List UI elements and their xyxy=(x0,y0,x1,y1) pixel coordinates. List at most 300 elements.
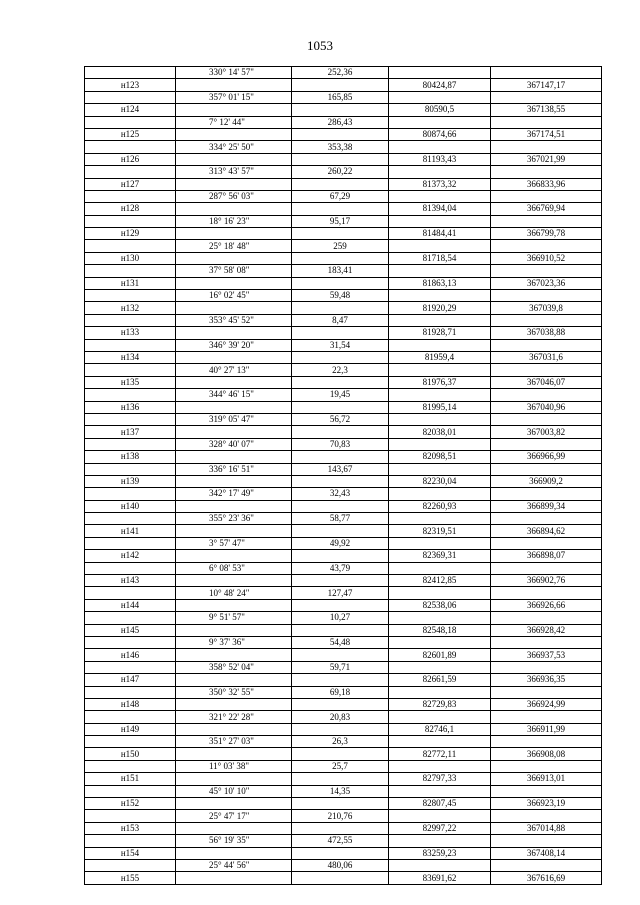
empty-cell xyxy=(389,438,491,450)
empty-cell xyxy=(491,463,602,475)
direction-angle-cell: 357° 01' 15" xyxy=(176,91,292,103)
direction-angle-cell: 40° 27' 13" xyxy=(176,364,292,376)
segment-length-cell: 259 xyxy=(292,240,389,252)
empty-cell xyxy=(491,835,602,847)
segment-row xyxy=(85,488,602,500)
segment-row xyxy=(85,190,602,202)
y-coordinate-cell: 366909,2 xyxy=(491,475,602,487)
point-name-cell: н140 xyxy=(85,500,176,512)
x-coordinate-cell: 82230,04 xyxy=(389,475,491,487)
point-name-cell: н143 xyxy=(85,575,176,587)
empty-cell xyxy=(292,178,389,190)
empty-cell xyxy=(491,413,602,425)
empty-cell xyxy=(85,166,176,178)
segment-row xyxy=(85,711,602,723)
empty-cell xyxy=(292,599,389,611)
empty-cell xyxy=(292,327,389,339)
x-coordinate-cell: 82797,33 xyxy=(389,773,491,785)
empty-cell xyxy=(389,364,491,376)
empty-cell xyxy=(176,277,292,289)
y-coordinate-cell: 367174,51 xyxy=(491,128,602,140)
empty-cell xyxy=(491,339,602,351)
y-coordinate-cell: 366769,94 xyxy=(491,203,602,215)
segment-row xyxy=(85,413,602,425)
empty-cell xyxy=(491,67,602,79)
direction-angle-cell: 10° 48' 24" xyxy=(176,587,292,599)
empty-cell xyxy=(389,612,491,624)
segment-row xyxy=(85,67,602,79)
x-coordinate-cell: 81863,13 xyxy=(389,277,491,289)
empty-cell xyxy=(85,711,176,723)
direction-angle-cell: 287° 56' 03" xyxy=(176,190,292,202)
empty-cell xyxy=(491,240,602,252)
empty-cell xyxy=(176,500,292,512)
empty-cell xyxy=(85,265,176,277)
point-name-cell: н127 xyxy=(85,178,176,190)
y-coordinate-cell: 366937,53 xyxy=(491,649,602,661)
x-coordinate-cell: 82729,83 xyxy=(389,698,491,710)
empty-cell xyxy=(491,587,602,599)
empty-cell xyxy=(292,79,389,91)
x-coordinate-cell: 81995,14 xyxy=(389,401,491,413)
segment-length-cell: 353,38 xyxy=(292,141,389,153)
segment-length-cell: 31,54 xyxy=(292,339,389,351)
empty-cell xyxy=(176,302,292,314)
empty-cell xyxy=(491,91,602,103)
empty-cell xyxy=(292,723,389,735)
x-coordinate-cell: 80424,87 xyxy=(389,79,491,91)
direction-angle-cell: 313° 43' 57" xyxy=(176,166,292,178)
x-coordinate-cell: 82538,06 xyxy=(389,599,491,611)
point-name-cell: н152 xyxy=(85,798,176,810)
point-row xyxy=(85,475,602,487)
y-coordinate-cell: 366966,99 xyxy=(491,451,602,463)
coordinates-table xyxy=(84,66,602,885)
empty-cell xyxy=(292,401,389,413)
empty-cell xyxy=(176,872,292,884)
empty-cell xyxy=(292,451,389,463)
empty-cell xyxy=(491,141,602,153)
point-name-cell: н136 xyxy=(85,401,176,413)
empty-cell xyxy=(491,636,602,648)
empty-cell xyxy=(176,798,292,810)
empty-cell xyxy=(292,153,389,165)
empty-cell xyxy=(491,116,602,128)
segment-row xyxy=(85,562,602,574)
y-coordinate-cell: 367040,96 xyxy=(491,401,602,413)
x-coordinate-cell: 82548,18 xyxy=(389,624,491,636)
point-row xyxy=(85,599,602,611)
empty-cell xyxy=(85,636,176,648)
segment-length-cell: 19,45 xyxy=(292,389,389,401)
y-coordinate-cell: 367408,14 xyxy=(491,847,602,859)
empty-cell xyxy=(176,252,292,264)
empty-cell xyxy=(176,203,292,215)
empty-cell xyxy=(176,128,292,140)
x-coordinate-cell: 81718,54 xyxy=(389,252,491,264)
x-coordinate-cell: 82260,93 xyxy=(389,500,491,512)
point-row xyxy=(85,426,602,438)
empty-cell xyxy=(491,265,602,277)
empty-cell xyxy=(292,228,389,240)
x-coordinate-cell: 81976,37 xyxy=(389,376,491,388)
empty-cell xyxy=(85,760,176,772)
point-row xyxy=(85,624,602,636)
empty-cell xyxy=(389,760,491,772)
point-row xyxy=(85,872,602,884)
segment-row xyxy=(85,438,602,450)
point-name-cell: н150 xyxy=(85,748,176,760)
empty-cell xyxy=(292,847,389,859)
point-row xyxy=(85,228,602,240)
segment-length-cell: 43,79 xyxy=(292,562,389,574)
direction-angle-cell: 11° 03' 38" xyxy=(176,760,292,772)
point-name-cell: н145 xyxy=(85,624,176,636)
segment-length-cell: 165,85 xyxy=(292,91,389,103)
direction-angle-cell: 344° 46' 15" xyxy=(176,389,292,401)
point-row xyxy=(85,773,602,785)
y-coordinate-cell: 366902,76 xyxy=(491,575,602,587)
point-row xyxy=(85,649,602,661)
y-coordinate-cell: 366833,96 xyxy=(491,178,602,190)
x-coordinate-cell: 80590,5 xyxy=(389,104,491,116)
empty-cell xyxy=(292,475,389,487)
empty-cell xyxy=(491,537,602,549)
empty-cell xyxy=(292,798,389,810)
empty-cell xyxy=(292,748,389,760)
empty-cell xyxy=(292,822,389,834)
segment-row xyxy=(85,587,602,599)
empty-cell xyxy=(292,376,389,388)
x-coordinate-cell: 81928,71 xyxy=(389,327,491,339)
x-coordinate-cell: 82746,1 xyxy=(389,723,491,735)
direction-angle-cell: 355° 23' 36" xyxy=(176,513,292,525)
point-name-cell: н142 xyxy=(85,550,176,562)
empty-cell xyxy=(85,810,176,822)
point-row xyxy=(85,203,602,215)
point-name-cell: н137 xyxy=(85,426,176,438)
empty-cell xyxy=(176,153,292,165)
point-name-cell: н125 xyxy=(85,128,176,140)
empty-cell xyxy=(85,612,176,624)
empty-cell xyxy=(389,67,491,79)
segment-length-cell: 22,3 xyxy=(292,364,389,376)
empty-cell xyxy=(292,351,389,363)
empty-cell xyxy=(389,314,491,326)
direction-angle-cell: 45° 10' 10" xyxy=(176,785,292,797)
y-coordinate-cell: 366898,07 xyxy=(491,550,602,562)
segment-length-cell: 14,35 xyxy=(292,785,389,797)
point-row xyxy=(85,723,602,735)
segment-row xyxy=(85,537,602,549)
segment-row xyxy=(85,686,602,698)
y-coordinate-cell: 367616,69 xyxy=(491,872,602,884)
segment-length-cell: 58,77 xyxy=(292,513,389,525)
segment-length-cell: 183,41 xyxy=(292,265,389,277)
empty-cell xyxy=(292,649,389,661)
point-name-cell: н141 xyxy=(85,525,176,537)
direction-angle-cell: 330° 14' 57" xyxy=(176,67,292,79)
empty-cell xyxy=(389,810,491,822)
segment-length-cell: 260,22 xyxy=(292,166,389,178)
point-name-cell: н133 xyxy=(85,327,176,339)
segment-length-cell: 472,55 xyxy=(292,835,389,847)
point-name-cell: н124 xyxy=(85,104,176,116)
empty-cell xyxy=(176,599,292,611)
empty-cell xyxy=(389,587,491,599)
empty-cell xyxy=(176,550,292,562)
segment-length-cell: 59,48 xyxy=(292,290,389,302)
empty-cell xyxy=(491,364,602,376)
empty-cell xyxy=(389,166,491,178)
empty-cell xyxy=(176,575,292,587)
point-name-cell: н132 xyxy=(85,302,176,314)
empty-cell xyxy=(292,277,389,289)
empty-cell xyxy=(85,860,176,872)
segment-row xyxy=(85,860,602,872)
empty-cell xyxy=(85,314,176,326)
empty-cell xyxy=(85,537,176,549)
segment-row xyxy=(85,141,602,153)
segment-length-cell: 143,67 xyxy=(292,463,389,475)
segment-row xyxy=(85,661,602,673)
segment-row xyxy=(85,736,602,748)
point-row xyxy=(85,302,602,314)
segment-row xyxy=(85,636,602,648)
empty-cell xyxy=(292,500,389,512)
y-coordinate-cell: 366911,99 xyxy=(491,723,602,735)
point-name-cell: н128 xyxy=(85,203,176,215)
empty-cell xyxy=(85,686,176,698)
point-row xyxy=(85,550,602,562)
empty-cell xyxy=(85,67,176,79)
segment-length-cell: 95,17 xyxy=(292,215,389,227)
empty-cell xyxy=(389,116,491,128)
empty-cell xyxy=(491,810,602,822)
point-row xyxy=(85,698,602,710)
y-coordinate-cell: 367003,82 xyxy=(491,426,602,438)
y-coordinate-cell: 366928,42 xyxy=(491,624,602,636)
point-row xyxy=(85,822,602,834)
empty-cell xyxy=(389,513,491,525)
segment-length-cell: 49,92 xyxy=(292,537,389,549)
x-coordinate-cell: 83691,62 xyxy=(389,872,491,884)
direction-angle-cell: 353° 45' 52" xyxy=(176,314,292,326)
empty-cell xyxy=(389,661,491,673)
empty-cell xyxy=(85,190,176,202)
x-coordinate-cell: 81373,32 xyxy=(389,178,491,190)
empty-cell xyxy=(389,860,491,872)
point-row xyxy=(85,178,602,190)
point-row xyxy=(85,153,602,165)
y-coordinate-cell: 366926,66 xyxy=(491,599,602,611)
point-row xyxy=(85,401,602,413)
segment-length-cell: 10,27 xyxy=(292,612,389,624)
point-name-cell: н126 xyxy=(85,153,176,165)
segment-row xyxy=(85,513,602,525)
point-row xyxy=(85,525,602,537)
empty-cell xyxy=(389,215,491,227)
empty-cell xyxy=(491,290,602,302)
point-row xyxy=(85,798,602,810)
empty-cell xyxy=(389,240,491,252)
empty-cell xyxy=(491,612,602,624)
segment-row xyxy=(85,760,602,772)
empty-cell xyxy=(85,513,176,525)
empty-cell xyxy=(389,91,491,103)
x-coordinate-cell: 82098,51 xyxy=(389,451,491,463)
empty-cell xyxy=(491,488,602,500)
empty-cell xyxy=(292,698,389,710)
empty-cell xyxy=(292,773,389,785)
point-row xyxy=(85,376,602,388)
empty-cell xyxy=(292,252,389,264)
empty-cell xyxy=(491,860,602,872)
point-row xyxy=(85,104,602,116)
direction-angle-cell: 334° 25' 50" xyxy=(176,141,292,153)
point-name-cell: н139 xyxy=(85,475,176,487)
x-coordinate-cell: 81394,04 xyxy=(389,203,491,215)
direction-angle-cell: 3° 57' 47" xyxy=(176,537,292,549)
segment-length-cell: 20,83 xyxy=(292,711,389,723)
point-row xyxy=(85,128,602,140)
segment-length-cell: 480,06 xyxy=(292,860,389,872)
empty-cell xyxy=(389,339,491,351)
empty-cell xyxy=(292,550,389,562)
direction-angle-cell: 18° 16' 23" xyxy=(176,215,292,227)
empty-cell xyxy=(389,290,491,302)
segment-row xyxy=(85,810,602,822)
segment-row xyxy=(85,835,602,847)
segment-length-cell: 127,47 xyxy=(292,587,389,599)
point-row xyxy=(85,748,602,760)
segment-length-cell: 25,7 xyxy=(292,760,389,772)
y-coordinate-cell: 366910,52 xyxy=(491,252,602,264)
empty-cell xyxy=(491,314,602,326)
segment-row xyxy=(85,240,602,252)
segment-row xyxy=(85,215,602,227)
empty-cell xyxy=(176,525,292,537)
empty-cell xyxy=(389,141,491,153)
point-name-cell: н153 xyxy=(85,822,176,834)
point-row xyxy=(85,327,602,339)
empty-cell xyxy=(85,364,176,376)
segment-length-cell: 26,3 xyxy=(292,736,389,748)
point-row xyxy=(85,674,602,686)
direction-angle-cell: 351° 27' 03" xyxy=(176,736,292,748)
empty-cell xyxy=(292,128,389,140)
empty-cell xyxy=(389,686,491,698)
y-coordinate-cell: 367021,99 xyxy=(491,153,602,165)
empty-cell xyxy=(292,575,389,587)
y-coordinate-cell: 367138,55 xyxy=(491,104,602,116)
x-coordinate-cell: 82412,85 xyxy=(389,575,491,587)
empty-cell xyxy=(389,488,491,500)
direction-angle-cell: 319° 05' 47" xyxy=(176,413,292,425)
empty-cell xyxy=(176,104,292,116)
empty-cell xyxy=(176,822,292,834)
empty-cell xyxy=(176,674,292,686)
y-coordinate-cell: 366899,34 xyxy=(491,500,602,512)
segment-row xyxy=(85,389,602,401)
point-name-cell: н123 xyxy=(85,79,176,91)
point-name-cell: н135 xyxy=(85,376,176,388)
direction-angle-cell: 336° 16' 51" xyxy=(176,463,292,475)
empty-cell xyxy=(292,104,389,116)
empty-cell xyxy=(389,537,491,549)
empty-cell xyxy=(85,389,176,401)
y-coordinate-cell: 366894,62 xyxy=(491,525,602,537)
empty-cell xyxy=(389,463,491,475)
x-coordinate-cell: 82369,31 xyxy=(389,550,491,562)
x-coordinate-cell: 81959,4 xyxy=(389,351,491,363)
empty-cell xyxy=(176,228,292,240)
x-coordinate-cell: 81484,41 xyxy=(389,228,491,240)
x-coordinate-cell: 83259,23 xyxy=(389,847,491,859)
y-coordinate-cell: 367038,88 xyxy=(491,327,602,339)
point-name-cell: н130 xyxy=(85,252,176,264)
empty-cell xyxy=(176,723,292,735)
empty-cell xyxy=(491,760,602,772)
segment-row xyxy=(85,116,602,128)
point-name-cell: н148 xyxy=(85,698,176,710)
segment-row xyxy=(85,463,602,475)
point-name-cell: н146 xyxy=(85,649,176,661)
x-coordinate-cell: 82997,22 xyxy=(389,822,491,834)
empty-cell xyxy=(85,661,176,673)
point-row xyxy=(85,500,602,512)
empty-cell xyxy=(176,376,292,388)
direction-angle-cell: 25° 18' 48" xyxy=(176,240,292,252)
direction-angle-cell: 342° 17' 49" xyxy=(176,488,292,500)
empty-cell xyxy=(85,835,176,847)
direction-angle-cell: 25° 47' 17" xyxy=(176,810,292,822)
empty-cell xyxy=(176,351,292,363)
empty-cell xyxy=(176,748,292,760)
empty-cell xyxy=(176,624,292,636)
direction-angle-cell: 9° 51' 57" xyxy=(176,612,292,624)
point-row xyxy=(85,79,602,91)
segment-length-cell: 286,43 xyxy=(292,116,389,128)
y-coordinate-cell: 366799,78 xyxy=(491,228,602,240)
x-coordinate-cell: 82661,59 xyxy=(389,674,491,686)
page-number: 1053 xyxy=(307,38,333,53)
x-coordinate-cell: 80874,66 xyxy=(389,128,491,140)
empty-cell xyxy=(85,463,176,475)
segment-row xyxy=(85,91,602,103)
x-coordinate-cell: 81920,29 xyxy=(389,302,491,314)
direction-angle-cell: 7° 12' 44" xyxy=(176,116,292,128)
empty-cell xyxy=(176,451,292,463)
empty-cell xyxy=(176,178,292,190)
direction-angle-cell: 16° 02' 45" xyxy=(176,290,292,302)
point-row xyxy=(85,277,602,289)
x-coordinate-cell: 82772,11 xyxy=(389,748,491,760)
empty-cell xyxy=(491,438,602,450)
y-coordinate-cell: 367023,36 xyxy=(491,277,602,289)
x-coordinate-cell: 82601,89 xyxy=(389,649,491,661)
y-coordinate-cell: 367031,6 xyxy=(491,351,602,363)
empty-cell xyxy=(389,711,491,723)
point-name-cell: н147 xyxy=(85,674,176,686)
x-coordinate-cell: 82038,01 xyxy=(389,426,491,438)
empty-cell xyxy=(491,389,602,401)
direction-angle-cell: 358° 52' 04" xyxy=(176,661,292,673)
empty-cell xyxy=(176,847,292,859)
empty-cell xyxy=(85,488,176,500)
empty-cell xyxy=(389,389,491,401)
empty-cell xyxy=(491,562,602,574)
